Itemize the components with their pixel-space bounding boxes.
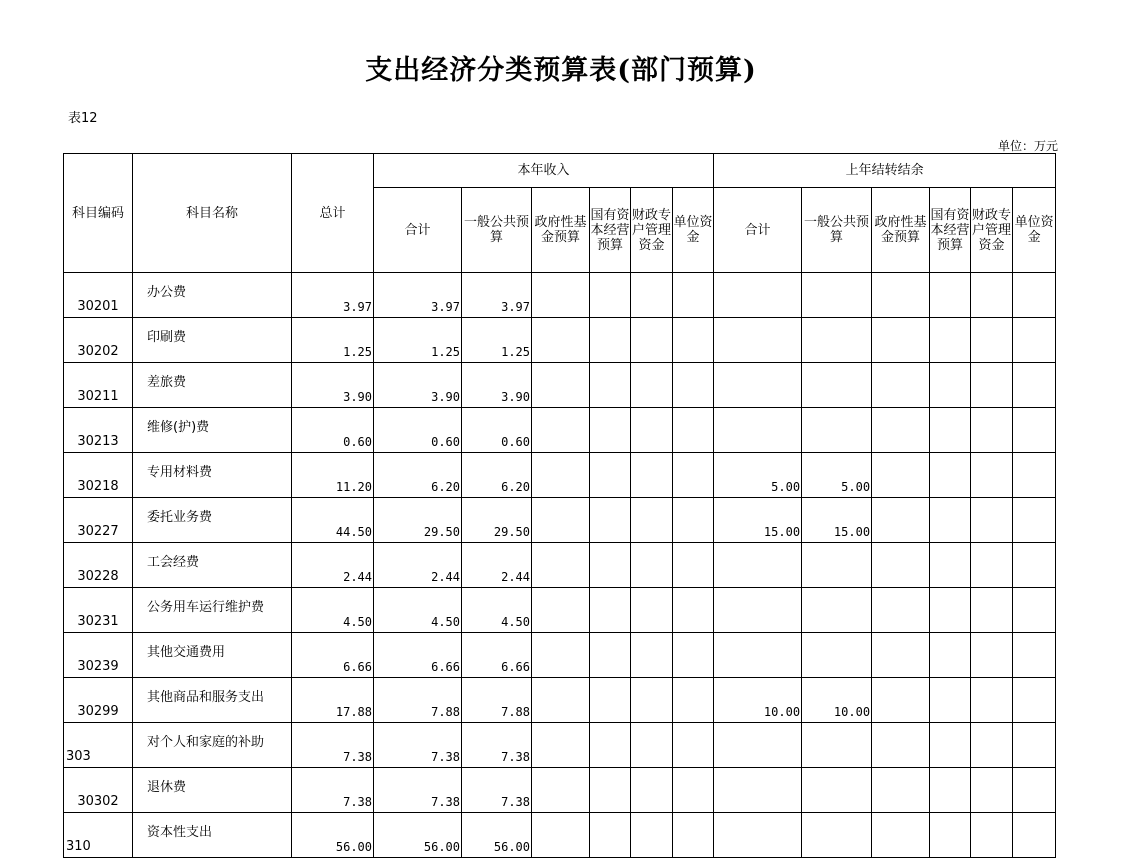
row-current-gov-fund [532,453,590,498]
row-current-state-capital [590,408,631,453]
row-code: 30202 [64,318,133,363]
row-carryover-fiscal-special [971,273,1013,318]
row-current-general: 0.60 [462,408,532,453]
row-code: 30299 [64,678,133,723]
row-current-fiscal-special [631,678,673,723]
row-carryover-gov-fund [872,588,930,633]
row-current-sum: 1.25 [374,318,462,363]
row-current-general: 7.88 [462,678,532,723]
row-carryover-sum [714,273,802,318]
row-carryover-state-capital [930,363,971,408]
row-current-gov-fund [532,813,590,858]
header-co-fiscal-special: 财政专户管理资金 [971,188,1013,273]
header-cy-state-capital: 国有资本经营预算 [590,188,631,273]
row-current-sum: 7.88 [374,678,462,723]
row-name: 办公费 [133,273,292,318]
row-carryover-gov-fund [872,408,930,453]
row-current-general: 7.38 [462,723,532,768]
row-total: 44.50 [292,498,374,543]
row-current-unit-fund [673,723,714,768]
row-current-sum: 3.90 [374,363,462,408]
row-current-sum: 6.20 [374,453,462,498]
row-carryover-fiscal-special [971,363,1013,408]
row-carryover-fiscal-special [971,453,1013,498]
row-total: 7.38 [292,768,374,813]
table-row [64,408,1056,453]
table-row [64,318,1056,363]
row-current-state-capital [590,453,631,498]
row-current-unit-fund [673,633,714,678]
table-row [64,678,1056,723]
row-current-unit-fund [673,813,714,858]
row-code: 30201 [64,273,133,318]
row-carryover-general [802,723,872,768]
row-carryover-sum [714,768,802,813]
row-carryover-state-capital [930,633,971,678]
header-co-general: 一般公共预算 [802,188,872,273]
row-carryover-general [802,633,872,678]
row-current-general: 6.20 [462,453,532,498]
row-current-gov-fund [532,363,590,408]
header-cy-general: 一般公共预算 [462,188,532,273]
row-current-general: 56.00 [462,813,532,858]
row-name: 其他商品和服务支出 [133,678,292,723]
row-carryover-unit-fund [1013,318,1056,363]
row-name: 差旅费 [133,363,292,408]
row-carryover-state-capital [930,813,971,858]
row-total: 56.00 [292,813,374,858]
row-carryover-general [802,813,872,858]
row-carryover-general: 10.00 [802,678,872,723]
row-current-sum: 2.44 [374,543,462,588]
row-carryover-general [802,363,872,408]
row-current-unit-fund [673,768,714,813]
header-code: 科目编码 [64,154,133,273]
row-current-fiscal-special [631,273,673,318]
row-current-state-capital [590,543,631,588]
row-current-general: 29.50 [462,498,532,543]
row-carryover-fiscal-special [971,678,1013,723]
row-current-general: 1.25 [462,318,532,363]
row-carryover-unit-fund [1013,453,1056,498]
table-row [64,588,1056,633]
row-carryover-unit-fund [1013,633,1056,678]
row-current-unit-fund [673,543,714,588]
row-code: 310 [64,813,133,858]
row-carryover-sum [714,813,802,858]
row-current-fiscal-special [631,363,673,408]
row-total: 4.50 [292,588,374,633]
row-total: 2.44 [292,543,374,588]
header-cy-gov-fund: 政府性基金预算 [532,188,590,273]
row-code: 30228 [64,543,133,588]
row-carryover-state-capital [930,273,971,318]
row-carryover-gov-fund [872,813,930,858]
row-carryover-unit-fund [1013,588,1056,633]
row-total: 11.20 [292,453,374,498]
row-carryover-sum [714,543,802,588]
row-current-unit-fund [673,453,714,498]
row-carryover-sum [714,633,802,678]
row-current-state-capital [590,273,631,318]
row-current-sum: 29.50 [374,498,462,543]
row-carryover-gov-fund [872,678,930,723]
row-code: 30213 [64,408,133,453]
row-carryover-sum [714,588,802,633]
header-carryover: 上年结转结余 [714,154,1056,188]
row-carryover-sum [714,318,802,363]
row-current-fiscal-special [631,588,673,633]
row-carryover-state-capital [930,543,971,588]
row-current-fiscal-special [631,408,673,453]
header-cy-sum: 合计 [374,188,462,273]
row-carryover-state-capital [930,678,971,723]
row-carryover-state-capital [930,318,971,363]
row-code: 30239 [64,633,133,678]
row-current-fiscal-special [631,813,673,858]
row-total: 7.38 [292,723,374,768]
row-carryover-sum [714,723,802,768]
row-current-gov-fund [532,678,590,723]
unit-label: 单位：万元 [997,139,1058,153]
row-carryover-sum: 5.00 [714,453,802,498]
row-name: 委托业务费 [133,498,292,543]
row-carryover-fiscal-special [971,318,1013,363]
row-carryover-state-capital [930,453,971,498]
row-carryover-state-capital [930,588,971,633]
row-carryover-sum: 10.00 [714,678,802,723]
row-carryover-fiscal-special [971,498,1013,543]
row-carryover-state-capital [930,723,971,768]
row-carryover-unit-fund [1013,813,1056,858]
row-carryover-gov-fund [872,363,930,408]
row-current-sum: 7.38 [374,768,462,813]
header-cy-fiscal-special: 财政专户管理资金 [631,188,673,273]
row-current-gov-fund [532,273,590,318]
row-carryover-general [802,408,872,453]
header-co-sum: 合计 [714,188,802,273]
row-current-state-capital [590,498,631,543]
row-carryover-unit-fund [1013,498,1056,543]
row-carryover-sum: 15.00 [714,498,802,543]
row-name: 其他交通费用 [133,633,292,678]
table-row [64,363,1056,408]
row-current-gov-fund [532,318,590,363]
row-carryover-general: 15.00 [802,498,872,543]
row-name: 印刷费 [133,318,292,363]
row-carryover-unit-fund [1013,273,1056,318]
row-current-general: 3.90 [462,363,532,408]
row-current-fiscal-special [631,453,673,498]
row-carryover-sum [714,363,802,408]
row-current-sum: 4.50 [374,588,462,633]
row-current-fiscal-special [631,498,673,543]
table-number: 表12 [68,111,98,126]
row-current-sum: 7.38 [374,723,462,768]
header-co-unit-fund: 单位资金 [1013,188,1056,273]
header-cy-unit-fund: 单位资金 [673,188,714,273]
row-name: 退休费 [133,768,292,813]
row-carryover-general [802,768,872,813]
row-current-gov-fund [532,408,590,453]
row-carryover-gov-fund [872,543,930,588]
row-carryover-fiscal-special [971,408,1013,453]
header-co-gov-fund: 政府性基金预算 [872,188,930,273]
row-carryover-gov-fund [872,723,930,768]
table-row [64,498,1056,543]
row-current-state-capital [590,813,631,858]
table-row [64,453,1056,498]
row-carryover-state-capital [930,498,971,543]
row-carryover-gov-fund [872,633,930,678]
row-carryover-general [802,588,872,633]
row-name: 对个人和家庭的补助 [133,723,292,768]
row-total: 1.25 [292,318,374,363]
row-current-fiscal-special [631,318,673,363]
row-current-general: 7.38 [462,768,532,813]
row-carryover-general [802,318,872,363]
row-carryover-unit-fund [1013,363,1056,408]
row-current-fiscal-special [631,768,673,813]
row-current-state-capital [590,633,631,678]
row-code: 30231 [64,588,133,633]
row-current-sum: 6.66 [374,633,462,678]
row-current-state-capital [590,363,631,408]
row-code: 30218 [64,453,133,498]
row-current-unit-fund [673,318,714,363]
row-carryover-fiscal-special [971,813,1013,858]
row-carryover-unit-fund [1013,768,1056,813]
row-current-unit-fund [673,273,714,318]
row-total: 3.90 [292,363,374,408]
row-carryover-gov-fund [872,273,930,318]
row-carryover-fiscal-special [971,633,1013,678]
row-current-state-capital [590,768,631,813]
table-row [64,723,1056,768]
header-name: 科目名称 [133,154,292,273]
budget-table [63,153,1056,858]
row-current-gov-fund [532,723,590,768]
table-row [64,768,1056,813]
row-current-general: 2.44 [462,543,532,588]
header-current-year: 本年收入 [374,154,714,188]
row-name: 维修(护)费 [133,408,292,453]
row-carryover-gov-fund [872,768,930,813]
row-current-unit-fund [673,363,714,408]
row-current-state-capital [590,678,631,723]
row-current-sum: 56.00 [374,813,462,858]
row-current-sum: 0.60 [374,408,462,453]
row-current-unit-fund [673,588,714,633]
header-co-state-capital: 国有资本经营预算 [930,188,971,273]
row-current-unit-fund [673,498,714,543]
row-current-gov-fund [532,633,590,678]
row-total: 17.88 [292,678,374,723]
table-row [64,633,1056,678]
row-carryover-fiscal-special [971,543,1013,588]
row-current-gov-fund [532,543,590,588]
row-code: 30302 [64,768,133,813]
row-code: 30227 [64,498,133,543]
row-current-general: 4.50 [462,588,532,633]
row-current-state-capital [590,723,631,768]
row-total: 6.66 [292,633,374,678]
row-carryover-state-capital [930,768,971,813]
row-total: 3.97 [292,273,374,318]
row-current-sum: 3.97 [374,273,462,318]
row-code: 30211 [64,363,133,408]
row-current-gov-fund [532,498,590,543]
row-carryover-gov-fund [872,318,930,363]
row-carryover-general [802,273,872,318]
row-carryover-gov-fund [872,453,930,498]
row-carryover-fiscal-special [971,723,1013,768]
row-carryover-sum [714,408,802,453]
row-current-gov-fund [532,768,590,813]
row-current-fiscal-special [631,633,673,678]
row-total: 0.60 [292,408,374,453]
row-current-state-capital [590,588,631,633]
row-carryover-unit-fund [1013,723,1056,768]
row-name: 工会经费 [133,543,292,588]
row-name: 专用材料费 [133,453,292,498]
row-current-fiscal-special [631,723,673,768]
table-row [64,543,1056,588]
row-current-gov-fund [532,588,590,633]
row-current-unit-fund [673,678,714,723]
header-total: 总计 [292,154,374,273]
row-current-fiscal-special [631,543,673,588]
page-title: 支出经济分类预算表(部门预算) [365,55,757,86]
row-carryover-fiscal-special [971,768,1013,813]
row-carryover-general: 5.00 [802,453,872,498]
row-current-general: 3.97 [462,273,532,318]
row-carryover-unit-fund [1013,543,1056,588]
row-carryover-general [802,543,872,588]
table-row [64,813,1056,858]
row-carryover-unit-fund [1013,678,1056,723]
row-current-unit-fund [673,408,714,453]
row-carryover-fiscal-special [971,588,1013,633]
row-name: 资本性支出 [133,813,292,858]
row-current-general: 6.66 [462,633,532,678]
row-current-state-capital [590,318,631,363]
row-carryover-unit-fund [1013,408,1056,453]
row-name: 公务用车运行维护费 [133,588,292,633]
row-carryover-state-capital [930,408,971,453]
table-row [64,273,1056,318]
row-carryover-gov-fund [872,498,930,543]
row-code: 303 [64,723,133,768]
